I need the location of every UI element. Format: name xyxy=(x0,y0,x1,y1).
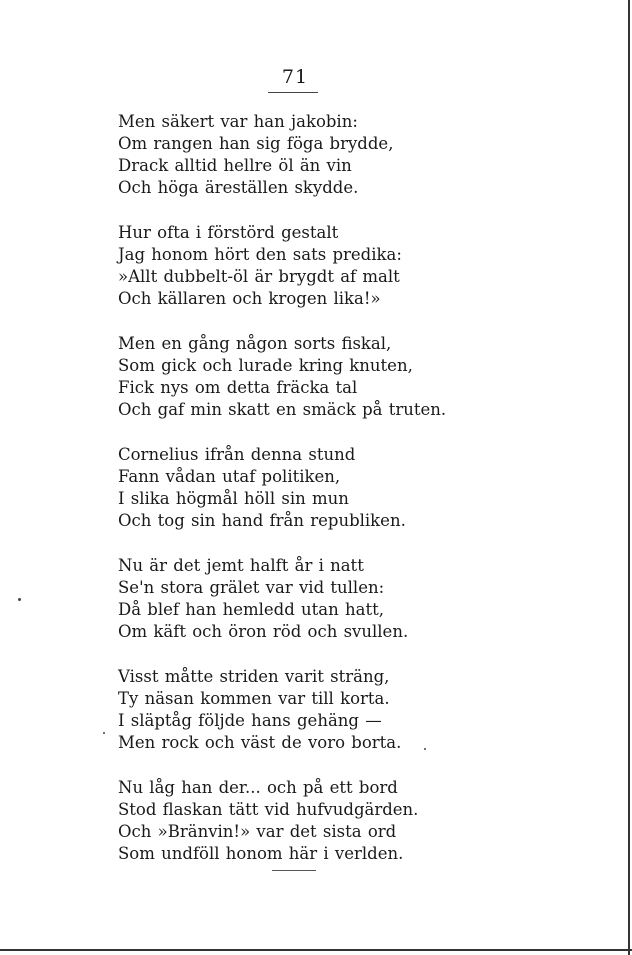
poem-line: Drack alltid hellre öl än vin xyxy=(118,156,352,175)
poem-line: »Allt dubbelt-öl är brygdt af malt xyxy=(118,267,400,286)
print-speck xyxy=(424,748,426,750)
poem-line: Ty näsan kommen var till korta. xyxy=(118,689,390,708)
stanza xyxy=(118,111,598,199)
page-edge-bottom xyxy=(0,949,632,951)
page-number-rule xyxy=(268,92,318,93)
poem-line: Som undföll honom här i verlden. xyxy=(118,844,404,863)
stanza xyxy=(118,222,598,310)
poem-line: Hur ofta i förstörd gestalt xyxy=(118,223,339,242)
stanza xyxy=(118,555,598,643)
poem-line: Fann vådan utaf politiken, xyxy=(118,467,341,486)
poem-line: Men rock och väst de voro borta. xyxy=(118,733,402,752)
poem-line: I slika högmål höll sin mun xyxy=(118,489,349,508)
poem-line: Och höga äreställen skydde. xyxy=(118,178,359,197)
poem-line: Cornelius ifrån denna stund xyxy=(118,445,356,464)
poem-line: Som gick och lurade kring knuten, xyxy=(118,356,413,375)
poem xyxy=(118,111,598,888)
poem-line: Jag honom hört den sats predika: xyxy=(118,245,402,264)
poem-line: Om rangen han sig föga brydde, xyxy=(118,134,394,153)
end-rule xyxy=(272,870,316,871)
poem-line: Se'n stora grälet var vid tullen: xyxy=(118,578,385,597)
print-speck xyxy=(18,598,21,601)
poem-line: Då blef han hemledd utan hatt, xyxy=(118,600,384,619)
poem-line: Stod flaskan tätt vid hufvudgärden. xyxy=(118,800,419,819)
poem-line: Fick nys om detta fräcka tal xyxy=(118,378,358,397)
poem-line: Och gaf min skatt en smäck på truten. xyxy=(118,400,447,419)
print-speck xyxy=(103,732,105,734)
poem-line: Nu är det jemt halft år i natt xyxy=(118,556,364,575)
poem-line: Men säkert var han jakobin: xyxy=(118,112,358,131)
page-number: 71 xyxy=(281,66,309,88)
poem-line: Visst måtte striden varit sträng, xyxy=(118,667,390,686)
poem-line: Om käft och öron röd och svullen. xyxy=(118,622,409,641)
stanza xyxy=(118,666,598,754)
poem-line: Och »Bränvin!» var det sista ord xyxy=(118,822,397,841)
page-edge-right xyxy=(628,0,630,955)
poem-line: I släptåg följde hans gehäng — xyxy=(118,711,382,730)
stanza xyxy=(118,777,598,865)
poem-line: Nu låg han der... och på ett bord xyxy=(118,778,398,797)
poem-line: Och tog sin hand från republiken. xyxy=(118,511,406,530)
stanza xyxy=(118,333,598,421)
poem-line: Men en gång någon sorts fiskal, xyxy=(118,334,392,353)
stanza xyxy=(118,444,598,532)
poem-line: Och källaren och krogen lika!» xyxy=(118,289,381,308)
